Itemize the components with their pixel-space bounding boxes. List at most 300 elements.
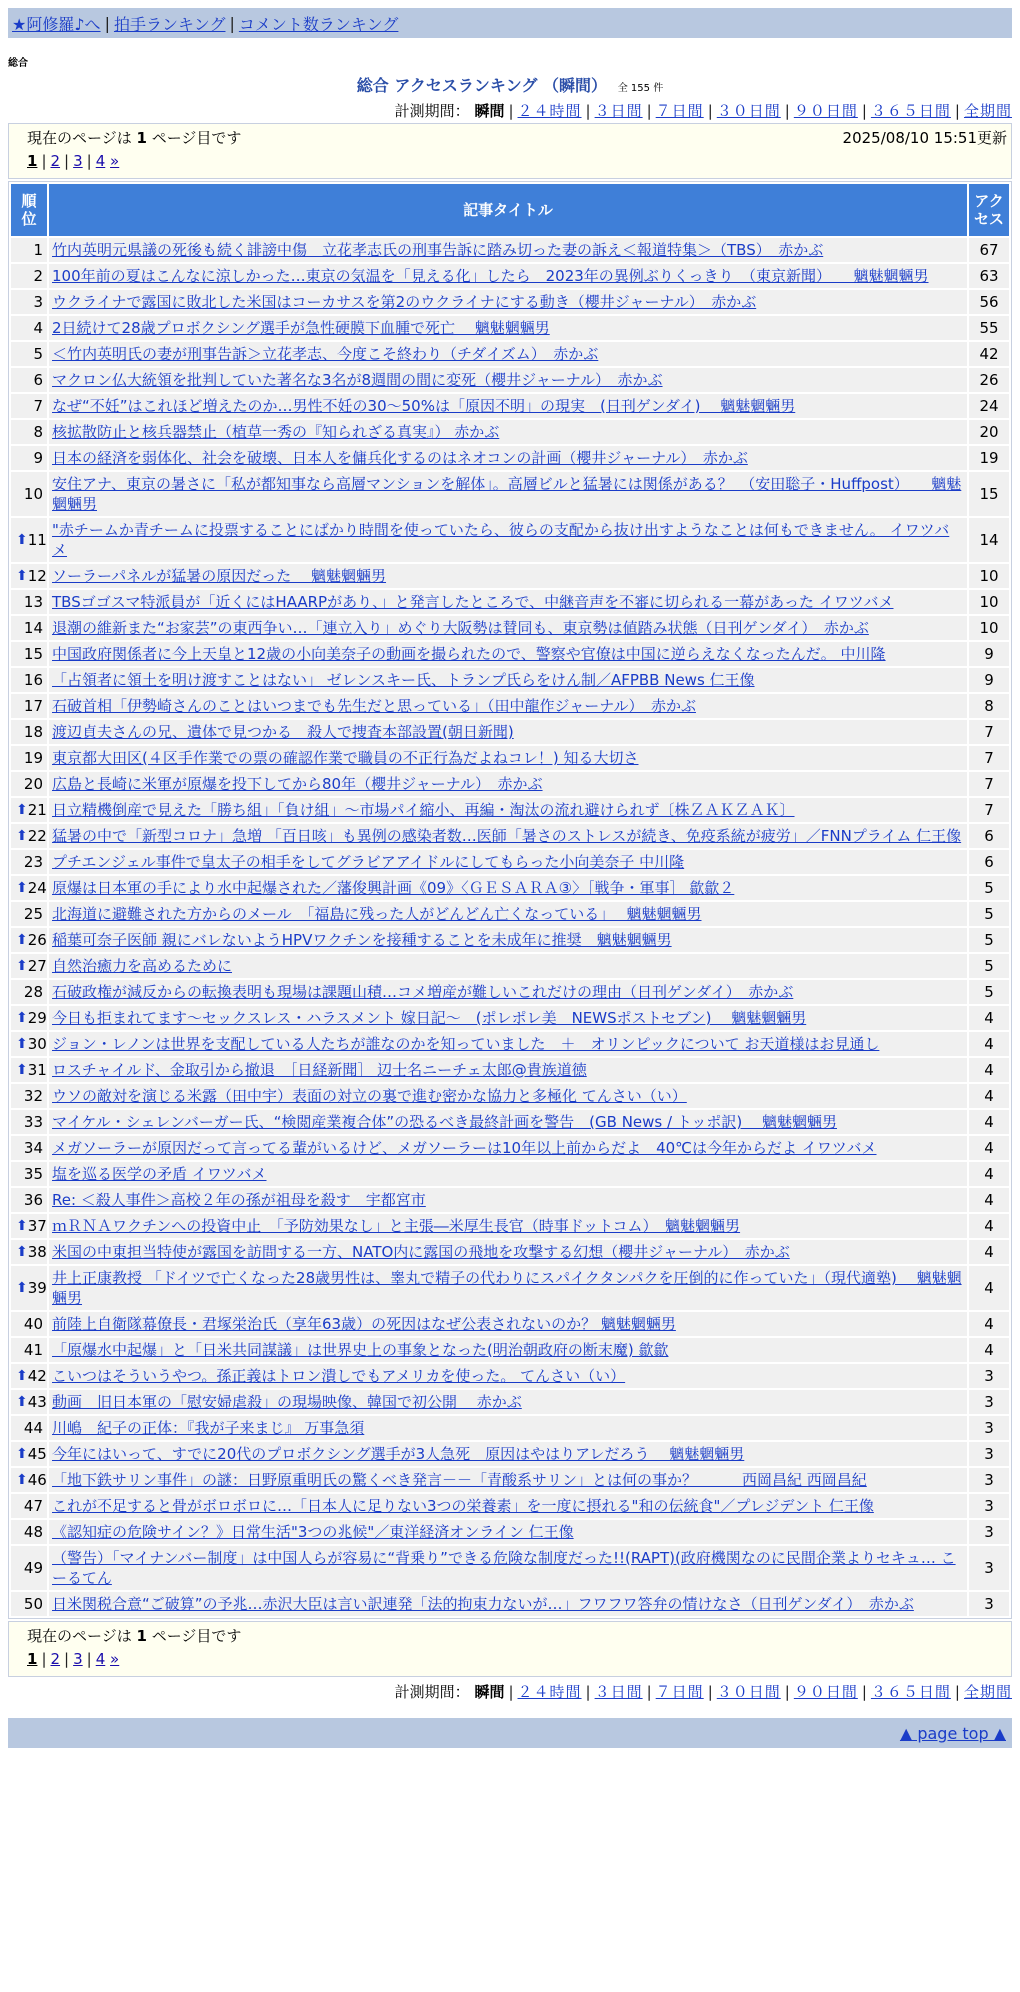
access-count: 20: [969, 420, 1009, 444]
article-link[interactable]: ソーラーパネルが猛暑の原因だった 魑魅魍魎男: [52, 567, 387, 585]
page-link-4[interactable]: 4: [95, 152, 106, 170]
separator: |: [508, 102, 514, 120]
rank-cell: [11, 1494, 47, 1518]
rank-cell: [11, 720, 47, 744]
separator: |: [646, 1683, 652, 1701]
table-row: [11, 1468, 1009, 1492]
rank-up-arrow-icon: ⬆: [16, 802, 28, 818]
separator: |: [64, 152, 70, 170]
access-count: 7: [969, 720, 1009, 744]
period-selector-bottom: [0, 1681, 1020, 1702]
pager-bottom: [8, 1621, 1012, 1677]
table-row: [11, 772, 1009, 796]
page-title: 総合 アクセスランキング （瞬間）: [356, 76, 607, 95]
rank-number: 42: [27, 1367, 47, 1385]
table-row: [11, 238, 1009, 262]
rank-number: 29: [27, 1009, 47, 1027]
title-cell: [49, 824, 967, 848]
article-link[interactable]: 自然治癒力を高めるために: [52, 957, 233, 975]
rank-cell: [11, 472, 47, 516]
rank-number: 47: [23, 1497, 43, 1515]
rank-cell: [11, 1136, 47, 1160]
rank-cell: [11, 394, 47, 418]
rank-number: 26: [27, 931, 47, 949]
access-count: 7: [969, 772, 1009, 796]
title-cell: [49, 1494, 967, 1518]
access-count: 4: [969, 1136, 1009, 1160]
access-count: 8: [969, 694, 1009, 718]
next-page-link[interactable]: »: [110, 1650, 120, 1668]
rank-cell: [11, 798, 47, 822]
access-count: 4: [969, 1312, 1009, 1336]
rank-cell: [11, 590, 47, 614]
table-row: [11, 1110, 1009, 1134]
page-link-current: 1: [27, 1650, 38, 1668]
article-link[interactable]: 北海道に避難された方からのメール 「福島に残った人がどんどん亡くなっている」 魑魅魍魎男: [52, 905, 702, 923]
article-link[interactable]: ウクライナで露国に敗北した米国はコーカサスを第2のウクライナにする動き（櫻井ジャーナル） 赤かぶ: [52, 293, 757, 311]
rank-cell: [11, 290, 47, 314]
rank-number: 17: [23, 697, 43, 715]
current-page-text: 現在のページは 1 ページ目です: [27, 129, 242, 147]
article-link[interactable]: 竹内英明元県議の死後も続く誹謗中傷 立花孝志氏の刑事告訴に踏み切った妻の訴え＜報道特集＞（TBS） 赤かぶ: [52, 241, 824, 259]
separator: |: [86, 1650, 92, 1668]
rank-cell: [11, 1592, 47, 1616]
rank-cell: [11, 1188, 47, 1212]
article-link[interactable]: 「地下鉄サリン事件」の謎：日野原重明氏の驚くべき発言－－「青酸系サリン」とは何の事か？ 西岡昌紀 西岡昌紀: [52, 1471, 867, 1489]
rank-up-arrow-icon: ⬆: [16, 1218, 28, 1234]
rank-up-arrow-icon: ⬆: [16, 932, 28, 948]
period-option-6[interactable]: 全期間: [963, 1683, 1012, 1701]
rank-up-arrow-icon: ⬆: [16, 1010, 28, 1026]
article-link[interactable]: マクロン仏大統領を批判していた著名な3名が8週間の間に変死（櫻井ジャーナル） 赤かぶ: [52, 371, 663, 389]
article-link[interactable]: 退潮の維新また“お家芸”の東西争い…「連立入り」めぐり大阪勢は賛同も、東京勢は値踏み状態（日刊ゲンダイ） 赤かぶ: [52, 619, 869, 637]
access-count: 3: [969, 1494, 1009, 1518]
rank-cell: [11, 746, 47, 770]
period-option-2[interactable]: ７日間: [655, 1683, 704, 1701]
table-header-row: [11, 184, 1009, 236]
title-cell: [49, 590, 967, 614]
title-cell: [49, 954, 967, 978]
total-count: 全 155 件: [617, 83, 664, 94]
rank-number: 32: [23, 1087, 43, 1105]
access-count: 56: [969, 290, 1009, 314]
separator: |: [229, 13, 235, 33]
table-row: [11, 1058, 1009, 1082]
access-count: 26: [969, 368, 1009, 392]
comment-ranking-link[interactable]: コメント数ランキング: [238, 14, 399, 34]
rank-cell: [11, 316, 47, 340]
rank-number: 10: [23, 485, 43, 503]
access-count: 67: [969, 238, 1009, 262]
access-count: 10: [969, 616, 1009, 640]
access-count: 3: [969, 1592, 1009, 1616]
rank-up-arrow-icon: ⬆: [16, 568, 28, 584]
period-option-4[interactable]: ９０日間: [793, 102, 858, 120]
access-count: 63: [969, 264, 1009, 288]
rank-number: 24: [27, 879, 47, 897]
article-link[interactable]: 石破政権が減反からの転換表明も現場は課題山積…コメ増産が難しいこれだけの理由（日刊ゲンダイ） 赤かぶ: [52, 983, 794, 1001]
access-count: 4: [969, 1214, 1009, 1238]
article-link[interactable]: 米国の中東担当特使が露国を訪問する一方、NATO内に露国の飛地を攻撃する幻想（櫻井ジャーナル） 赤かぶ: [52, 1243, 790, 1261]
separator: |: [585, 102, 591, 120]
page-link-4[interactable]: 4: [95, 1650, 106, 1668]
rank-number: 7: [33, 397, 43, 415]
period-option-0[interactable]: ２４時間: [517, 102, 582, 120]
title-cell: [49, 1592, 967, 1616]
rank-number: 13: [23, 593, 43, 611]
access-count: 7: [969, 746, 1009, 770]
article-link[interactable]: ｍＲＮＡワクチンへの投資中止 「予防効果なし」と主張―米厚生長官（時事ドットコム） 魑魅魍魎男: [52, 1217, 741, 1235]
title-cell: [49, 694, 967, 718]
separator: |: [784, 102, 790, 120]
article-link[interactable]: プチエンジェル事件で皇太子の相手をしてグラビアアイドルにしてもらった小向美奈子 中川隆: [52, 853, 685, 871]
title-cell: [49, 264, 967, 288]
access-count: 10: [969, 564, 1009, 588]
period-current: 瞬間: [474, 102, 505, 120]
title-cell: [49, 902, 967, 926]
access-count: 42: [969, 342, 1009, 366]
title-cell: [49, 1520, 967, 1544]
rank-up-arrow-icon: ⬆: [16, 532, 28, 548]
rank-cell: [11, 1364, 47, 1388]
separator: |: [954, 1683, 960, 1701]
rank-cell: [11, 1546, 47, 1590]
rank-number: 16: [23, 671, 43, 689]
rank-up-arrow-icon: ⬆: [16, 880, 28, 896]
article-link[interactable]: 今年にはいって、すでに20代のプロボクシング選手が3人急死 原因はやはりアレだろう 魑魅魍魎男: [52, 1445, 745, 1463]
rank-cell: [11, 668, 47, 692]
rank-number: 14: [23, 619, 43, 637]
separator: |: [707, 102, 713, 120]
article-link[interactable]: 猛暑の中で「新型コロナ」急増 「百日咳」も異例の感染者数…医師「暑さのストレスが続き、免疫系統が疲労」／FNNプライム 仁王像: [52, 827, 962, 845]
rank-cell: [11, 264, 47, 288]
period-option-2[interactable]: ７日間: [655, 102, 704, 120]
title-cell: [49, 1442, 967, 1466]
table-row: [11, 928, 1009, 952]
table-row: [11, 1520, 1009, 1544]
rank-cell: [11, 850, 47, 874]
footer-bar: [8, 1718, 1012, 1748]
separator: |: [954, 102, 960, 120]
rank-cell: [11, 564, 47, 588]
access-count: 4: [969, 1266, 1009, 1310]
table-row: [11, 1266, 1009, 1310]
rank-number: 23: [23, 853, 43, 871]
rank-cell: [11, 1266, 47, 1310]
article-link[interactable]: 「占領者に領土を明け渡すことはない」 ゼレンスキー氏、トランプ氏らをけん制／AFPBB News 仁王像: [52, 671, 755, 689]
period-option-1[interactable]: ３日間: [594, 102, 643, 120]
rank-number: 1: [33, 241, 43, 259]
rank-number: 28: [23, 983, 43, 1001]
access-count: 6: [969, 850, 1009, 874]
article-link[interactable]: 井上正康教授 「ドイツで亡くなった28歳男性は、睾丸で精子の代わりにスパイクタンパクを圧倒的に作っていた」（現代適塾) 魑魅魍魎男: [52, 1269, 962, 1307]
article-link[interactable]: "赤チームか青チームに投票することにばかり時間を使っていたら、彼らの支配から抜け出すようなことは何もできません。 イワツバメ: [52, 521, 950, 559]
separator: |: [861, 102, 867, 120]
rank-cell: [11, 1110, 47, 1134]
table-row: [11, 1240, 1009, 1264]
article-link[interactable]: 100年前の夏はこんなに涼しかった…東京の気温を「見える化」したら 2023年の異例ぶりくっきり （東京新聞） 魑魅魍魎男: [52, 267, 929, 285]
access-count: 4: [969, 1084, 1009, 1108]
rank-number: 43: [27, 1393, 47, 1411]
rank-cell: [11, 1240, 47, 1264]
article-link[interactable]: 石破首相「伊勢崎さんのことはいつまでも先生だと思っている」（田中龍作ジャーナル） 赤かぶ: [52, 697, 696, 715]
title-cell: [49, 720, 967, 744]
article-link[interactable]: ジョン・レノンは世界を支配している人たちが誰なのかを知っていました ＋ オリンピックについて お天道様はお見通し: [52, 1035, 880, 1053]
article-link[interactable]: Re: ＜殺人事件＞高校２年の孫が祖母を殺す 宇都宮市: [52, 1191, 426, 1209]
article-link[interactable]: 中国政府関係者に今上天皇と12歳の小向美奈子の動画を撮られたので、警察や官僚は中国に逆らえなくなったんだ。 中川隆: [52, 645, 886, 663]
table-row: [11, 1312, 1009, 1336]
rank-cell: [11, 1416, 47, 1440]
rank-number: 20: [23, 775, 43, 793]
rank-number: 48: [23, 1523, 43, 1541]
rank-up-arrow-icon: ⬆: [16, 1394, 28, 1410]
table-row: [11, 980, 1009, 1004]
rank-up-arrow-icon: ⬆: [16, 1368, 28, 1384]
title-cell: [49, 1162, 967, 1186]
article-link[interactable]: 日本の経済を弱体化、社会を破壊、日本人を傭兵化するのはネオコンの計画（櫻井ジャーナル） 赤かぶ: [52, 449, 748, 467]
access-column-header: アクセス: [969, 184, 1009, 236]
category-label: 総合: [8, 58, 28, 69]
access-count: 3: [969, 1364, 1009, 1388]
separator: |: [104, 13, 110, 33]
table-row: [11, 1136, 1009, 1160]
rank-number: 34: [23, 1139, 43, 1157]
title-cell: [49, 316, 967, 340]
table-row: [11, 954, 1009, 978]
separator: |: [64, 1650, 70, 1668]
table-row: [11, 1390, 1009, 1414]
pager-top: [8, 123, 1012, 179]
period-option-4[interactable]: ９０日間: [793, 1683, 858, 1701]
table-row: [11, 446, 1009, 470]
table-row: [11, 850, 1009, 874]
home-link[interactable]: ★阿修羅♪へ: [12, 14, 101, 34]
table-row: [11, 1546, 1009, 1590]
article-link[interactable]: 原爆は日本軍の手により水中起爆された／藩俊興計画《09》〈ＧＥＳＡＲＡ③〉［戦争・軍事］ 歙歙２: [52, 879, 735, 897]
rank-cell: [11, 928, 47, 952]
rank-number: 4: [33, 319, 43, 337]
access-count: 55: [969, 316, 1009, 340]
table-row: [11, 316, 1009, 340]
article-link[interactable]: ＜竹内英明氏の妻が刑事告訴＞立花孝志、今度こそ終わり（チダイズム） 赤かぶ: [52, 345, 599, 363]
access-count: 4: [969, 1006, 1009, 1030]
page-link-current: 1: [27, 152, 38, 170]
separator: |: [508, 1683, 514, 1701]
access-count: 10: [969, 590, 1009, 614]
article-link[interactable]: ロスチャイルド、金取引から撤退 ［日経新聞］ 辺士名ニーチェ太郎@貴族道徳: [52, 1061, 587, 1079]
page-link-2[interactable]: 2: [50, 1650, 61, 1668]
clap-ranking-link[interactable]: 拍手ランキング: [113, 14, 226, 34]
table-row: [11, 1364, 1009, 1388]
title-cell: [49, 238, 967, 262]
article-link[interactable]: なぜ“不妊”はこれほど増えたのか…男性不妊の30～50%は「原因不明」の現実 (日刊ゲンダイ) 魑魅魍魎男: [52, 397, 796, 415]
separator: |: [646, 102, 652, 120]
updated-timestamp: 2025/08/10 15:51更新: [842, 129, 1007, 147]
access-count: 3: [969, 1442, 1009, 1466]
table-row: [11, 1032, 1009, 1056]
table-row: [11, 1188, 1009, 1212]
ranking-table: [8, 181, 1012, 1619]
period-option-5[interactable]: ３６５日間: [870, 102, 951, 120]
rank-number: 18: [23, 723, 43, 741]
period-option-5[interactable]: ３６５日間: [870, 1683, 951, 1701]
rank-cell: [11, 824, 47, 848]
article-link[interactable]: 渡辺貞夫さんの兄、遺体で見つかる 殺人で捜査本部設置(朝日新聞): [52, 723, 514, 741]
page-link-2[interactable]: 2: [50, 152, 61, 170]
title-cell: [49, 850, 967, 874]
article-link[interactable]: マイケル・シェレンバーガー氏、“検閲産業複合体”の恐るべき最終計画を警告 (GB News / トッポ訳) 魑魅魍魎男: [52, 1113, 837, 1131]
rank-up-arrow-icon: ⬆: [16, 1280, 28, 1296]
rank-number: 3: [33, 293, 43, 311]
article-link[interactable]: 《認知症の危険サイン？》日常生活"3つの兆候"／東洋経済オンライン 仁王像: [52, 1523, 574, 1541]
rank-cell: [11, 694, 47, 718]
rank-number: 45: [27, 1445, 47, 1463]
access-count: 4: [969, 1240, 1009, 1264]
article-link[interactable]: 日立精機倒産で見えた「勝ち組」「負け組」～市場パイ縮小、再編・淘汰の流れ避けられず〔株ＺＡＫＺＡＫ〕: [52, 801, 795, 819]
title-cell: [49, 1032, 967, 1056]
rank-up-arrow-icon: ⬆: [16, 1244, 28, 1260]
page-links: [27, 152, 119, 170]
article-link[interactable]: これが不足すると骨がボロボロに…「日本人に足りない3つの栄養素」を一度に摂れる"和の伝統食"／プレジデント 仁王像: [52, 1497, 874, 1515]
article-link[interactable]: 今日も拒まれてます～セックスレス・ハラスメント 嫁日記～ (ポレポレ美 NEWSポストセブン) 魑魅魍魎男: [52, 1009, 807, 1027]
table-row: [11, 876, 1009, 900]
rank-cell: [11, 342, 47, 366]
title-cell: [49, 1416, 967, 1440]
table-row: [11, 264, 1009, 288]
next-page-link[interactable]: »: [110, 152, 120, 170]
period-option-3[interactable]: ３０日間: [716, 1683, 781, 1701]
page-link-3[interactable]: 3: [73, 152, 83, 170]
article-link[interactable]: 核拡散防止と核兵器禁止（植草一秀の『知られざる真実』） 赤かぶ: [52, 423, 500, 441]
period-option-0[interactable]: ２４時間: [517, 1683, 582, 1701]
rank-cell: [11, 1442, 47, 1466]
table-row: [11, 590, 1009, 614]
table-row: [11, 720, 1009, 744]
table-row: [11, 694, 1009, 718]
rank-up-arrow-icon: ⬆: [16, 1472, 28, 1488]
article-link[interactable]: 川嶋 紀子の正体：『我が子来まじ』 万事急須: [52, 1419, 365, 1437]
table-row: [11, 1442, 1009, 1466]
rank-number: 41: [23, 1341, 43, 1359]
article-link[interactable]: ウソの敵対を演じる米露（田中宇）表面の対立の裏で進む密かな協力と多極化 てんさい（い）: [52, 1087, 687, 1105]
title-cell: [49, 394, 967, 418]
title-cell: [49, 1214, 967, 1238]
article-link[interactable]: 2日続けて28歳プロボクシング選手が急性硬膜下血腫で死亡 魑魅魍魎男: [52, 319, 550, 337]
table-row: [11, 1006, 1009, 1030]
rank-column-header: 順位: [11, 184, 47, 236]
separator: |: [41, 152, 47, 170]
rank-cell: [11, 1338, 47, 1362]
rank-number: 25: [23, 905, 43, 923]
rank-cell: [11, 1312, 47, 1336]
access-count: 4: [969, 1188, 1009, 1212]
period-option-1[interactable]: ３日間: [594, 1683, 643, 1701]
rank-cell: [11, 446, 47, 470]
title-cell: [49, 746, 967, 770]
table-row: [11, 420, 1009, 444]
rank-number: 37: [27, 1217, 47, 1235]
article-link[interactable]: TBSゴゴスマ特派員が「近くにはHAARPがあり、」と発言したところで、中継音声を不審に切られる一幕があった イワツバメ: [52, 593, 894, 611]
article-link[interactable]: （警告）「マイナンバー制度」は中国人らが容易に“背乗り”できる危険な制度だった!!(RAPT)(政府機関なのに民間企業よりセキュ… こーるてん: [52, 1549, 956, 1587]
article-link[interactable]: 稲葉可奈子医師 親にバレないようHPVワクチンを接種することを未成年に推奨 魑魅魍魎男: [52, 931, 672, 949]
period-current: 瞬間: [474, 1683, 505, 1701]
rank-number: 22: [27, 827, 47, 845]
current-page-number: 1: [136, 1627, 147, 1645]
period-option-6[interactable]: 全期間: [963, 102, 1012, 120]
title-cell: [49, 616, 967, 640]
rank-number: 44: [23, 1419, 43, 1437]
article-link[interactable]: 動画 旧日本軍の「慰安婦虐殺」の現場映像、韓国で初公開 赤かぶ: [52, 1393, 522, 1411]
rank-cell: [11, 954, 47, 978]
title-cell: [49, 564, 967, 588]
rank-cell: [11, 616, 47, 640]
access-count: 24: [969, 394, 1009, 418]
article-link[interactable]: 日米関税合意“ご破算”の予兆…赤沢大臣は言い訳連発「法的拘束力ないが…」フワフワ答弁の情けなさ（日刊ゲンダイ） 赤かぶ: [52, 1595, 914, 1613]
title-cell: [49, 1338, 967, 1362]
period-option-3[interactable]: ３０日間: [716, 102, 781, 120]
article-link[interactable]: 安住アナ、東京の暑さに「私が都知事なら高層マンションを解体」。高層ビルと猛暑には関係がある？ （安田聡子・Huffpost） 魑魅魍魎男: [52, 475, 962, 513]
page-top-link[interactable]: ▲ page top ▲: [899, 1723, 1006, 1743]
rank-cell: [11, 980, 47, 1004]
article-link[interactable]: 前陸上自衛隊幕僚長・君塚栄治氏（享年63歳）の死因はなぜ公表されないのか？ 魑魅魍魎男: [52, 1315, 676, 1333]
article-link[interactable]: 東京都大田区(４区手作業での票の確認作業で職員の不正行為だよねコレ！) 知る大切さ: [52, 749, 639, 767]
rank-cell: [11, 420, 47, 444]
title-cell: [49, 928, 967, 952]
article-link[interactable]: メガソーラーが原因だって言ってる輩がいるけど、メガソーラーは10年以上前からだよ 40℃は今年からだよ イワツバメ: [52, 1139, 877, 1157]
title-cell: [49, 642, 967, 666]
rank-number: 46: [27, 1471, 47, 1489]
rank-cell: [11, 1468, 47, 1492]
rank-number: 39: [27, 1279, 47, 1297]
title-cell: [49, 876, 967, 900]
access-count: 3: [969, 1520, 1009, 1544]
page-links: [27, 1650, 119, 1668]
table-row: [11, 824, 1009, 848]
title-cell: [49, 1364, 967, 1388]
title-cell: [49, 668, 967, 692]
current-page-text: 現在のページは 1 ページ目です: [27, 1627, 242, 1645]
article-link[interactable]: 広島と長崎に米軍が原爆を投下してから80年（櫻井ジャーナル） 赤かぶ: [52, 775, 543, 793]
table-row: [11, 1084, 1009, 1108]
access-count: 5: [969, 876, 1009, 900]
article-link[interactable]: こいつはそういうやつ。孫正義はトロン潰しでもアメリカを使った。 てんさい（い）: [52, 1367, 626, 1385]
access-count: 5: [969, 954, 1009, 978]
article-link[interactable]: 「原爆水中起爆」と「日米共同謀議」は世界史上の事象となった(明治朝政府の断末魔) 歙歙: [52, 1341, 669, 1359]
title-cell: [49, 1390, 967, 1414]
access-count: 5: [969, 928, 1009, 952]
article-link[interactable]: 塩を巡る医学の矛盾 イワツバメ: [52, 1165, 267, 1183]
rank-number: 30: [27, 1035, 47, 1053]
access-count: 14: [969, 518, 1009, 562]
access-count: 4: [969, 1338, 1009, 1362]
page-link-3[interactable]: 3: [73, 1650, 83, 1668]
access-count: 4: [969, 1110, 1009, 1134]
rank-cell: [11, 1214, 47, 1238]
access-count: 5: [969, 902, 1009, 926]
page-title-row: [0, 73, 1020, 96]
table-row: [11, 518, 1009, 562]
rank-cell: [11, 1058, 47, 1082]
top-nav-bar: [8, 8, 1012, 38]
rank-cell: [11, 1032, 47, 1056]
title-cell: [49, 1188, 967, 1212]
title-cell: [49, 1266, 967, 1310]
rank-number: 49: [23, 1559, 43, 1577]
title-cell: [49, 1136, 967, 1160]
title-cell: [49, 1240, 967, 1264]
rank-number: 19: [23, 749, 43, 767]
title-cell: [49, 1468, 967, 1492]
